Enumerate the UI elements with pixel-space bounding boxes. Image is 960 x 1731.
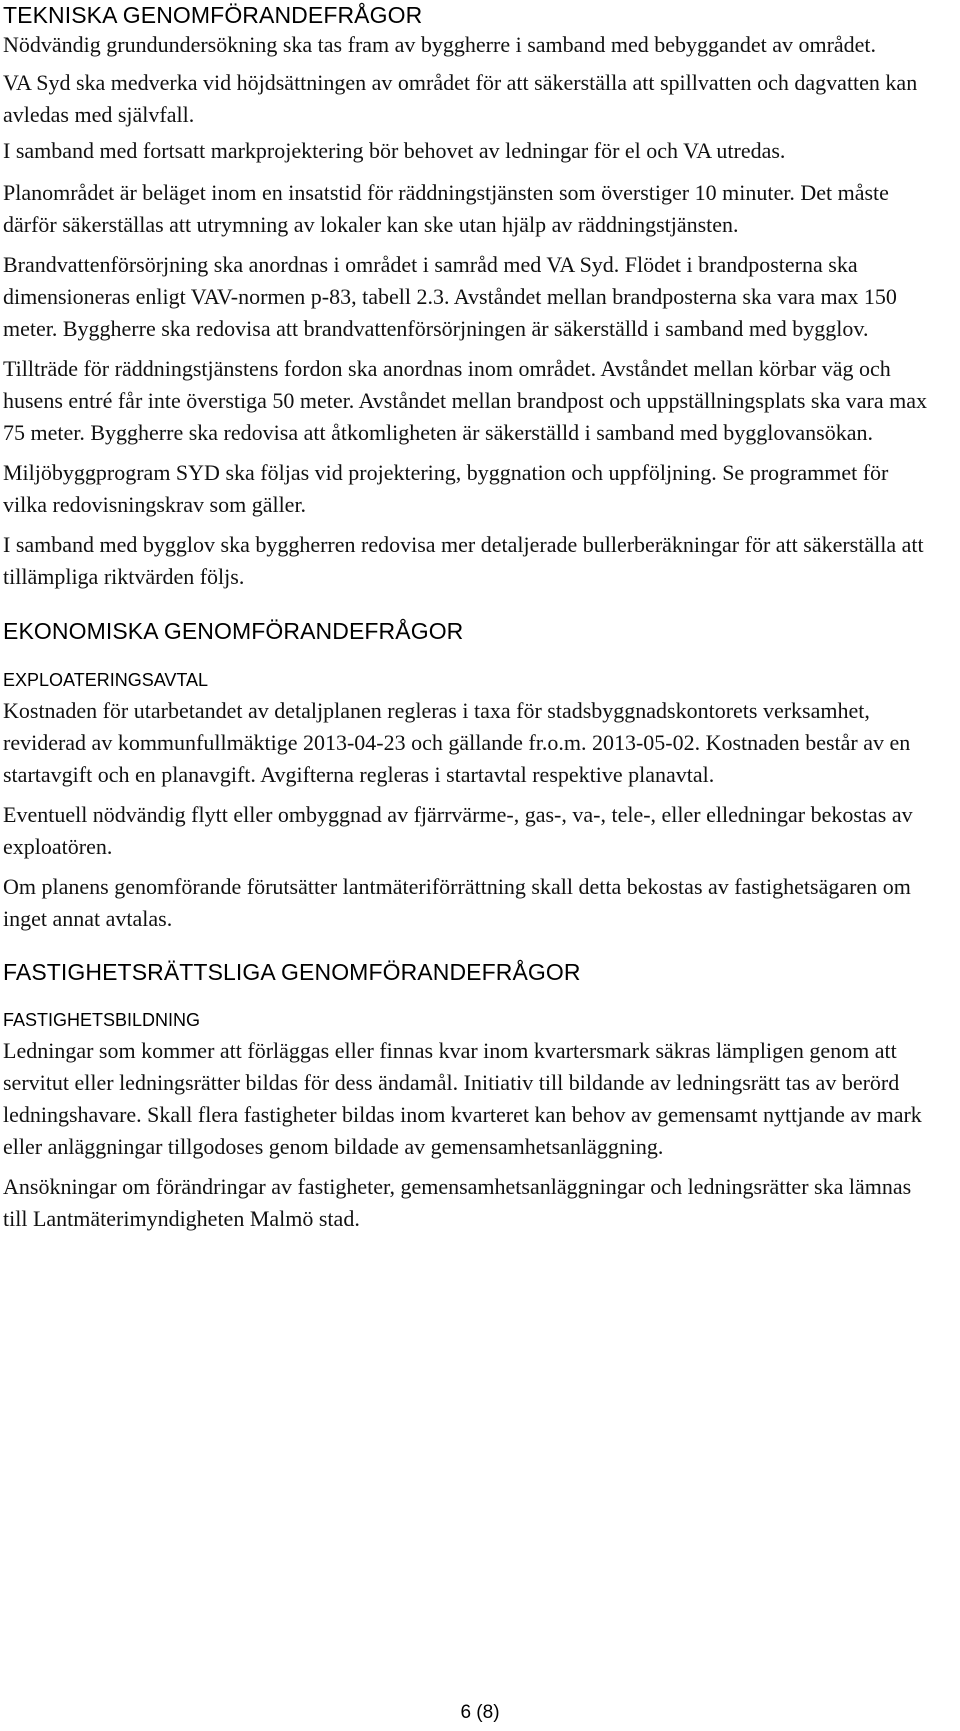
paragraph-ledningar-el-va: I samband med fortsatt markprojektering bör behovet av ledningar för el och VA utredas. bbox=[3, 138, 786, 163]
paragraph-lantmateriforrattning: Om planens genomförande förutsätter lantmäteriförrättning skall detta bekostas av fastighetsägaren om inget annat avtalas. bbox=[3, 874, 911, 931]
paragraph-ansokningar: Ansökningar om förändringar av fastigheter, gemensamhetsanläggningar och ledningsrätter ska lämnas till Lantmäterimyndigheten Malmö stad. bbox=[3, 1174, 912, 1231]
paragraph-flytt-ombyggnad: Eventuell nödvändig flytt eller ombyggnad av fjärrvärme-, gas-, va-, tele-, eller elledningar bekostas av exploatören. bbox=[3, 802, 913, 859]
subheading-exploateringsavtal: EXPLOATERINGSAVTAL bbox=[3, 670, 209, 690]
paragraph-brandvatten: Brandvattenförsörjning ska anordnas i området i samråd med VA Syd. Flödet i brandposterna ska dimensioneras enligt VAV-normen p-83, tabell 2.3. Avståndet mellan brandposterna ska vara max 150 meter. Byggherre ska redovisa att brandvattenförsörjningen är säkerställd i samband med bygglov. bbox=[3, 252, 897, 341]
page-number: 6 (8) bbox=[460, 1702, 500, 1723]
paragraph-tilltrade: Tillträde för räddningstjänstens fordon ska anordnas inom området. Avståndet mellan körbar väg och husens entré får inte överstiga 50 meter. Avståndet mellan brandpost och uppställningsplats ska vara max 75 meter. Byggherre ska redovisa att åtkomligheten är säkerställd i samband med bygglovansökan. bbox=[3, 356, 927, 445]
section-heading-ekonomiska: EKONOMISKA GENOMFÖRANDEFRÅGOR bbox=[3, 618, 464, 644]
paragraph-va-syd: VA Syd ska medverka vid höjdsättningen av området för att säkerställa att spillvatten och dagvatten kan avledas med självfall. bbox=[3, 70, 918, 127]
document-page bbox=[3, 0, 928, 1235]
paragraph-ledningar-kvartersmark: Ledningar som kommer att förläggas eller finnas kvar inom kvartersmark säkras lämpligen genom att servitut eller ledningsrätter bildas för dess ändamål. Initiativ till bildande av ledningsrätt tas av berörd ledningshavare. Skall flera fastigheter bildas inom kvarteret kan behov av gemensamt nyttjande av mark eller anläggningar tillgodoses genom bildade av gemensamhetsanläggning. bbox=[3, 1038, 922, 1159]
paragraph-miljobyggprogram: Miljöbyggprogram SYD ska följas vid projektering, byggnation och uppföljning. Se programmet för vilka redovisningskrav som gäller. bbox=[3, 460, 889, 517]
section-heading-tekniska: TEKNISKA GENOMFÖRANDEFRÅGOR bbox=[3, 2, 423, 28]
paragraph-insatstid: Planområdet är beläget inom en insatstid för räddningstjänsten som överstiger 10 minuter. Det måste därför säkerställas att utrymning av lokaler kan ske utan hjälp av räddningstjänsten. bbox=[3, 180, 889, 237]
paragraph-buller: I samband med bygglov ska byggherren redovisa mer detaljerade bullerberäkningar för att säkerställa att tillämpliga riktvärden följs. bbox=[3, 532, 924, 589]
subheading-fastighetsbildning: FASTIGHETSBILDNING bbox=[3, 1010, 201, 1030]
paragraph-grundundersokning: Nödvändig grundundersökning ska tas fram av byggherre i samband med bebyggandet av området. bbox=[3, 32, 877, 57]
paragraph-kostnaden: Kostnaden för utarbetandet av detaljplanen regleras i taxa för stadsbyggnadskontorets verksamhet, reviderad av kommunfullmäktige 2013-04-23 och gällande fr.o.m. 2013-05-02. Kostnaden består av en startavgift och en planavgift. Avgifterna regleras i startavtal respektive planavtal. bbox=[3, 698, 911, 787]
section-heading-fastighetsrattsliga: FASTIGHETSRÄTTSLIGA GENOMFÖRANDEFRÅGOR bbox=[3, 959, 581, 985]
